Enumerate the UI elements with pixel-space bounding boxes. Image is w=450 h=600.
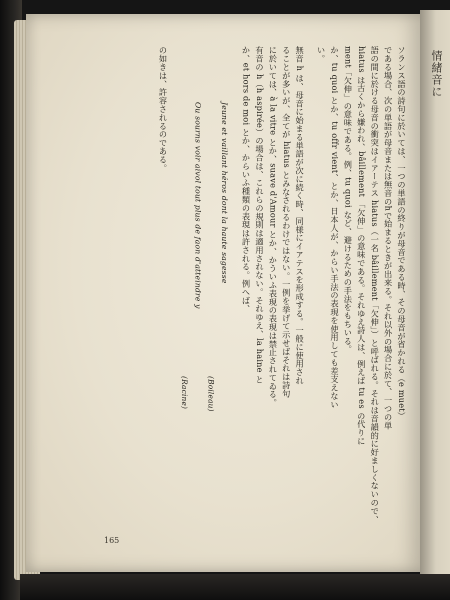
text-column: ることが多いが、全てが hiatus とみなされるわけではない。一例を挙げて示せばそれは詩句 bbox=[281, 46, 292, 398]
vertical-text-block bbox=[96, 46, 408, 524]
text-column: か、et hors de moi とか、からいふ種類の表現は許される。例へば、 bbox=[241, 46, 252, 313]
next-page-edge bbox=[420, 10, 450, 576]
quote-line: Jeune et vaillant héros dont la haute sagesse bbox=[220, 102, 230, 284]
text-column: 語の間に於ける母音の衝突はイアーテス hiatus（一名 bâillement「欠伸」）と呼ばれる。それは音韻的に好ましくないので、 bbox=[370, 46, 381, 524]
paragraph-gap bbox=[306, 46, 314, 510]
quote-citation: (Boileau) bbox=[206, 376, 216, 412]
text-column: か、tu quoi とか、tu offr vient、とか、日本人が、からい手法の表現を使用しても差支えない bbox=[329, 46, 340, 409]
text-column: い。 bbox=[316, 46, 327, 63]
text-column: に於いては、à la vitre とか、suave d'Amour とか、かういふ表現の表現は禁止されてゐる。 bbox=[268, 46, 279, 407]
text-column: hiatus は古くから嫌われ、bâillement 「欠伸」の意味である。それゆえ詩人は、例えば tu es の代りに bbox=[356, 46, 367, 446]
text-column: 無音 h は、母音に始まる単語が次に続く時、同様にイアテスを形成する。一般に使用され bbox=[295, 46, 306, 385]
quote-line: Ou sourns voir aivol tout plus de faon d'atteindre y bbox=[193, 102, 203, 309]
closing-line: の如きは、許容されるのである。 bbox=[158, 46, 169, 172]
text-column: 有音の h（h aspirée）の場合は、これらの規則は適用されない。それゆえ、la haine と bbox=[254, 46, 265, 384]
text-column: ソランス語の詩句に於いては、一つの単語の終りが母音である時、その母音が省かれる（e muet） bbox=[397, 46, 407, 421]
text-column: ment「欠伸」の意味である。例、tu quoi など、避けるための手法をもちいる。 bbox=[343, 46, 354, 354]
table-surface bbox=[20, 574, 450, 600]
page-number: 165 bbox=[104, 536, 120, 545]
quote-gap bbox=[231, 46, 239, 510]
next-page-text: 情緒音に bbox=[430, 50, 443, 98]
closing-gap bbox=[170, 46, 178, 510]
quote-citation: (Racine) bbox=[179, 376, 189, 410]
text-column: である場合、次の単語が母音または無音のhで始まるときが出来る。それ以外の場合に於て、一つの単 bbox=[383, 46, 394, 430]
